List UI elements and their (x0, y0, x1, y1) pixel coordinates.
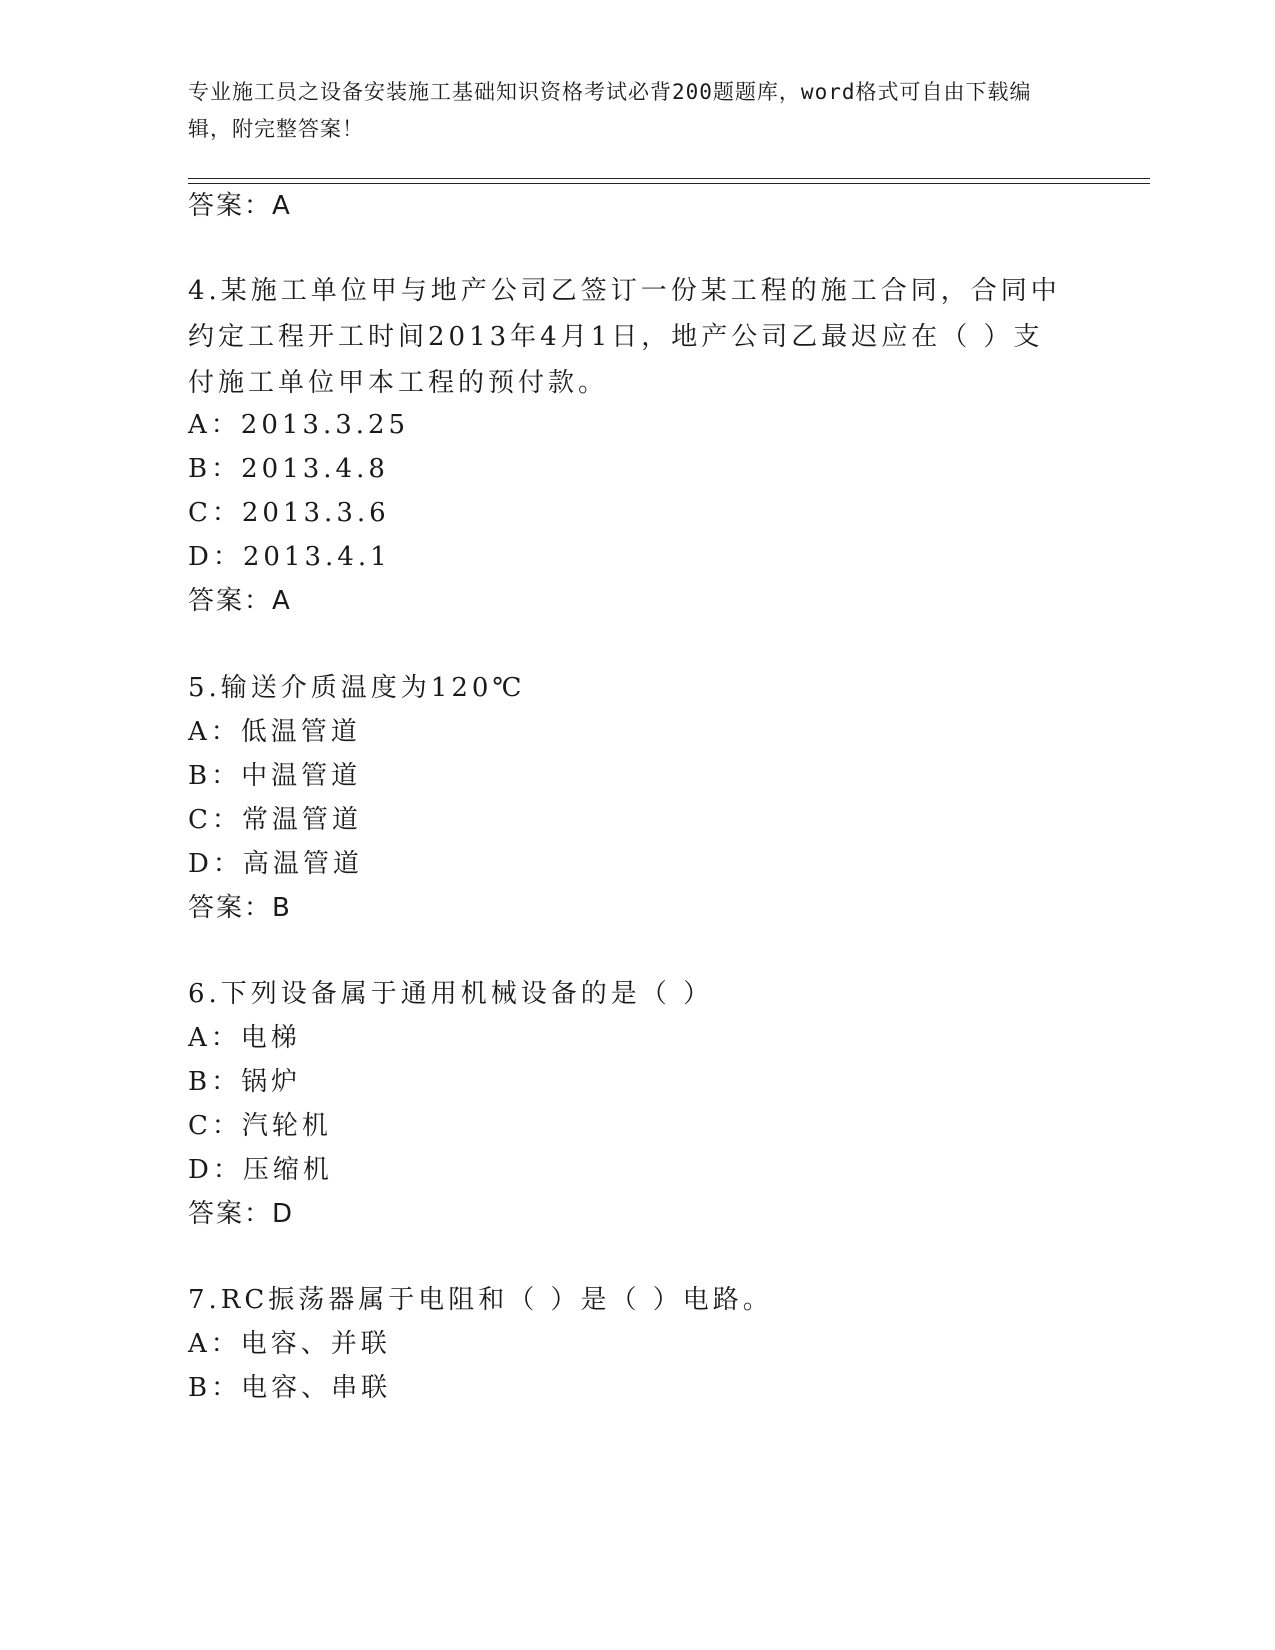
question-4-stem: 4.某施工单位甲与地产公司乙签订一份某工程的施工合同，合同中约定工程开工时间2013年4月1日，地产公司乙最迟应在（ ）支付施工单位甲本工程的预付款。 (188, 276, 1061, 398)
question-4-option-d: D：2013.4.1 (188, 542, 391, 572)
question-6-answer: 答案：D (188, 1199, 295, 1229)
question-5-option-c: C：常温管道 (188, 805, 362, 835)
previous-answer: 答案：A (188, 191, 292, 221)
question-5-stem: 5.输送介质温度为120℃ (188, 673, 526, 703)
question-7-stem: 7.RC振荡器属于电阻和（ ）是（ ）电路。 (188, 1285, 773, 1315)
question-6-option-a: A：电梯 (188, 1023, 301, 1053)
question-4-option-a: A：2013.3.25 (188, 410, 410, 440)
question-6-option-c: C：汽轮机 (188, 1111, 332, 1141)
question-5-answer: 答案：B (188, 893, 292, 923)
question-5-option-b: B：中温管道 (188, 761, 362, 791)
question-4-option-c: C：2013.3.6 (188, 498, 390, 528)
question-4-option-b: B：2013.4.8 (188, 454, 389, 484)
document-header: 专业施工员之设备安装施工基础知识资格考试必背200题题库，word格式可自由下载编辑，附完整答案！ (188, 80, 1032, 141)
question-4-answer: 答案：A (188, 586, 292, 616)
question-7-option-b: B：电容、串联 (188, 1373, 392, 1403)
question-7-option-a: A：电容、并联 (188, 1329, 391, 1359)
header-divider (188, 178, 1150, 179)
question-6-option-b: B：锅炉 (188, 1067, 302, 1097)
question-6-stem: 6.下列设备属于通用机械设备的是（ ） (188, 979, 714, 1009)
question-5-option-a: A：低温管道 (188, 717, 361, 747)
question-6-option-d: D：压缩机 (188, 1155, 333, 1185)
question-5-option-d: D：高温管道 (188, 849, 363, 879)
header-divider-second (188, 183, 1150, 184)
